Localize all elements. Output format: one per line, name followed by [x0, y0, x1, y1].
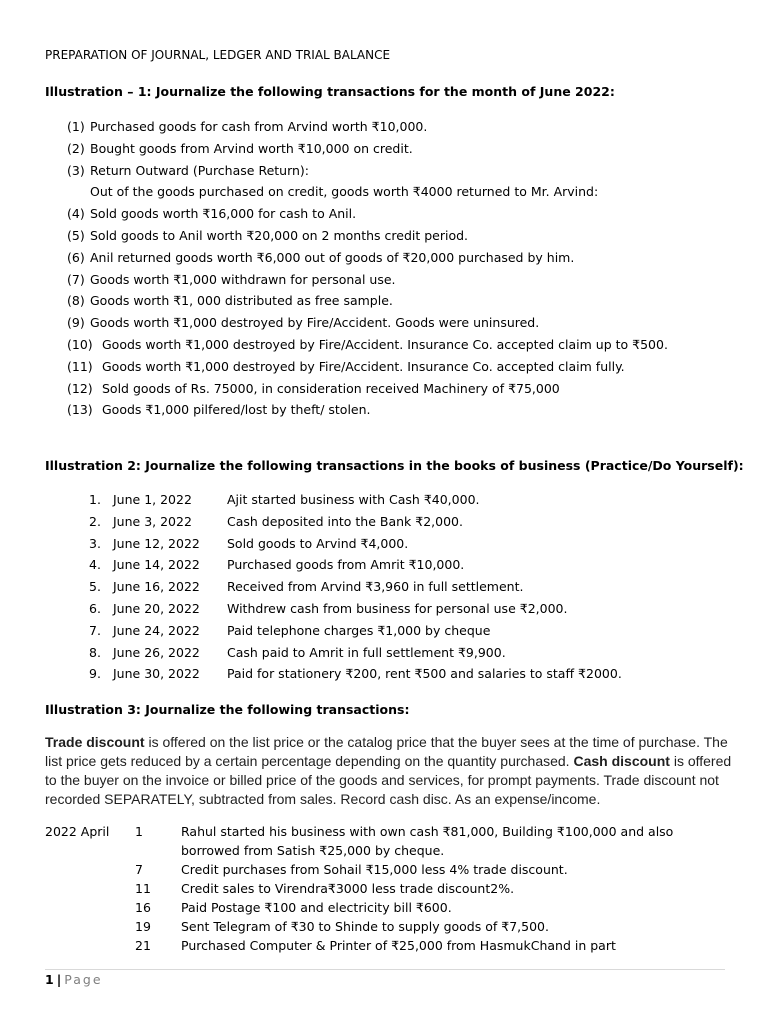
- item-text: Withdrew cash from business for personal use ₹2,000.: [227, 600, 568, 616]
- item-text: Sold goods to Anil worth ₹20,000 on 2 months credit period.: [90, 227, 469, 243]
- item-date: June 1, 2022: [113, 492, 192, 507]
- year-spacer: [45, 860, 135, 879]
- year-spacer: [45, 879, 135, 898]
- item-date: June 20, 2022: [113, 600, 200, 616]
- year-spacer: [45, 936, 135, 955]
- page-footer: [45, 972, 103, 987]
- trade-discount-term: Trade discount: [45, 734, 145, 750]
- item-number: (11): [67, 358, 93, 374]
- list-item: [89, 511, 622, 533]
- list-item: [89, 620, 622, 642]
- item-number: (3): [67, 162, 85, 178]
- item-number: 9.: [89, 666, 101, 682]
- list-item: [45, 860, 681, 879]
- item-text: Credit sales to Virendra₹3000 less trade discount2%.: [181, 881, 515, 896]
- item-text: Purchased Computer & Printer of ₹25,000 from HasmukChand in part: [181, 938, 616, 953]
- list-item: [67, 290, 668, 312]
- item-text: Paid telephone charges ₹1,000 by cheque: [227, 622, 491, 638]
- item-number: 5.: [89, 579, 101, 595]
- item-date: June 14, 2022: [113, 557, 200, 573]
- list-item: [89, 576, 622, 598]
- illustration-1-list: [67, 116, 668, 421]
- item-number: (2): [67, 140, 85, 156]
- list-item: [45, 879, 681, 898]
- illustration-3-title: Illustration 3: Journalize the following transactions:: [45, 702, 410, 717]
- item-number: 7.: [89, 622, 101, 638]
- item-number: (7): [67, 271, 85, 287]
- item-number: 6.: [89, 600, 101, 616]
- item-text: Sold goods of Rs. 75000, in consideration received Machinery of ₹75,000: [102, 380, 560, 396]
- discount-paragraph: [45, 733, 735, 809]
- item-date: June 24, 2022: [113, 622, 200, 638]
- item-date: June 12, 2022: [113, 535, 200, 551]
- illustration-1-title: Illustration – 1: Journalize the following transactions for the month of June 2022:: [45, 84, 615, 99]
- item-day: 1: [135, 824, 143, 839]
- item-day: 7: [135, 862, 143, 877]
- item-text: Goods worth ₹1,000 destroyed by Fire/Accident. Insurance Co. accepted claim up to ₹500.: [102, 336, 668, 352]
- item-number: (6): [67, 249, 85, 265]
- list-item: [89, 554, 622, 576]
- list-item: [45, 898, 681, 917]
- list-item: [89, 598, 622, 620]
- item-text: Purchased goods for cash from Arvind worth ₹10,000.: [90, 119, 428, 134]
- year-spacer: [45, 917, 135, 936]
- item-date: June 3, 2022: [113, 513, 192, 529]
- list-item: [67, 399, 668, 421]
- document-heading: PREPARATION OF JOURNAL, LEDGER AND TRIAL BALANCE: [45, 48, 391, 62]
- item-number: (12): [67, 380, 93, 396]
- item-day: 19: [135, 919, 151, 934]
- page-label: Page: [64, 972, 103, 987]
- item-number: 3.: [89, 535, 101, 551]
- item-text: Cash deposited into the Bank ₹2,000.: [227, 513, 463, 529]
- list-item: [67, 203, 668, 225]
- item-text: Sold goods worth ₹16,000 for cash to Anil.: [90, 206, 357, 222]
- list-item: [89, 663, 622, 685]
- illustration-2-title: Illustration 2: Journalize the following transactions in the books of business (Practice/Do Yourself):: [45, 458, 744, 473]
- illustration-2-list: [89, 489, 622, 685]
- item-day: 21: [135, 938, 151, 953]
- item-text: Ajit started business with Cash ₹40,000.: [227, 492, 480, 507]
- list-item: [67, 181, 668, 203]
- year-label: 2022 April: [45, 824, 110, 839]
- list-item: [67, 378, 668, 400]
- item-number: 4.: [89, 557, 101, 573]
- item-day: 16: [135, 900, 151, 915]
- item-text: Goods ₹1,000 pilfered/lost by theft/ stolen.: [102, 402, 371, 418]
- item-number: 1.: [89, 492, 101, 507]
- list-item: [67, 312, 668, 334]
- cash-discount-text: is offered to the buyer on the invoice or billed price of the goods and services, for prompt payments. Trade discount not recorded SEPARATELY, subtracted from sales. Record cash disc. As an expense/income.: [45, 753, 732, 807]
- item-number: (8): [67, 293, 85, 309]
- item-number: (1): [67, 119, 85, 134]
- list-item: [67, 334, 668, 356]
- item-number: (9): [67, 315, 85, 331]
- list-item: [67, 116, 668, 138]
- list-item: [89, 642, 622, 664]
- item-text: Credit purchases from Sohail ₹15,000 less 4% trade discount.: [181, 862, 568, 877]
- item-text: Out of the goods purchased on credit, goods worth ₹4000 returned to Mr. Arvind:: [90, 184, 599, 200]
- item-number: (5): [67, 227, 85, 243]
- list-item: [45, 936, 681, 955]
- item-text: Bought goods from Arvind worth ₹10,000 on credit.: [90, 140, 413, 156]
- item-text: Paid for stationery ₹200, rent ₹500 and salaries to staff ₹2000.: [227, 666, 622, 682]
- item-text: Paid Postage ₹100 and electricity bill ₹600.: [181, 900, 452, 915]
- list-item: [67, 247, 668, 269]
- item-text: Anil returned goods worth ₹6,000 out of goods of ₹20,000 purchased by him.: [90, 249, 575, 265]
- page-number: 1: [45, 972, 54, 987]
- cash-discount-term: Cash discount: [573, 753, 670, 769]
- item-text: Goods worth ₹1,000 destroyed by Fire/Accident. Goods were uninsured.: [90, 315, 540, 331]
- list-item: [67, 160, 668, 182]
- list-item: [89, 533, 622, 555]
- item-date: June 26, 2022: [113, 644, 200, 660]
- item-day: 11: [135, 881, 151, 896]
- list-item: [45, 822, 681, 860]
- item-text: Rahul started his business with own cash ₹81,000, Building ₹100,000 and also borrowed from Satish ₹25,000 by cheque.: [181, 824, 674, 858]
- item-text: Sold goods to Arvind ₹4,000.: [227, 535, 409, 551]
- item-text: Goods worth ₹1,000 withdrawn for personal use.: [90, 271, 396, 287]
- list-item: [67, 269, 668, 291]
- item-text: Sent Telegram of ₹30 to Shinde to supply goods of ₹7,500.: [181, 919, 549, 934]
- item-number: (10): [67, 336, 93, 352]
- footer-separator: |: [56, 972, 62, 987]
- list-item: [67, 356, 668, 378]
- item-text: Goods worth ₹1, 000 distributed as free sample.: [90, 293, 393, 309]
- list-item: [89, 489, 622, 511]
- item-number: (13): [67, 402, 93, 418]
- illustration-3-list: [45, 822, 681, 955]
- item-text: Goods worth ₹1,000 destroyed by Fire/Accident. Insurance Co. accepted claim fully.: [102, 358, 625, 374]
- item-number: 2.: [89, 513, 101, 529]
- item-text: Received from Arvind ₹3,960 in full settlement.: [227, 579, 524, 595]
- list-item: [45, 917, 681, 936]
- trade-discount-text: is offered on the list price or the catalog price that the buyer sees at the time of purchase. The list price gets reduced by a certain percentage depending on the quantity purchased.: [45, 734, 728, 769]
- item-date: June 30, 2022: [113, 666, 200, 682]
- footer-divider: [45, 969, 725, 970]
- item-number: (4): [67, 206, 85, 222]
- year-spacer: [45, 898, 135, 917]
- item-date: June 16, 2022: [113, 579, 200, 595]
- item-text: Return Outward (Purchase Return):: [90, 162, 310, 178]
- item-text: Purchased goods from Amrit ₹10,000.: [227, 557, 465, 573]
- item-text: Cash paid to Amrit in full settlement ₹9,900.: [227, 644, 506, 660]
- list-item: [67, 138, 668, 160]
- list-item: [67, 225, 668, 247]
- item-number: 8.: [89, 644, 101, 660]
